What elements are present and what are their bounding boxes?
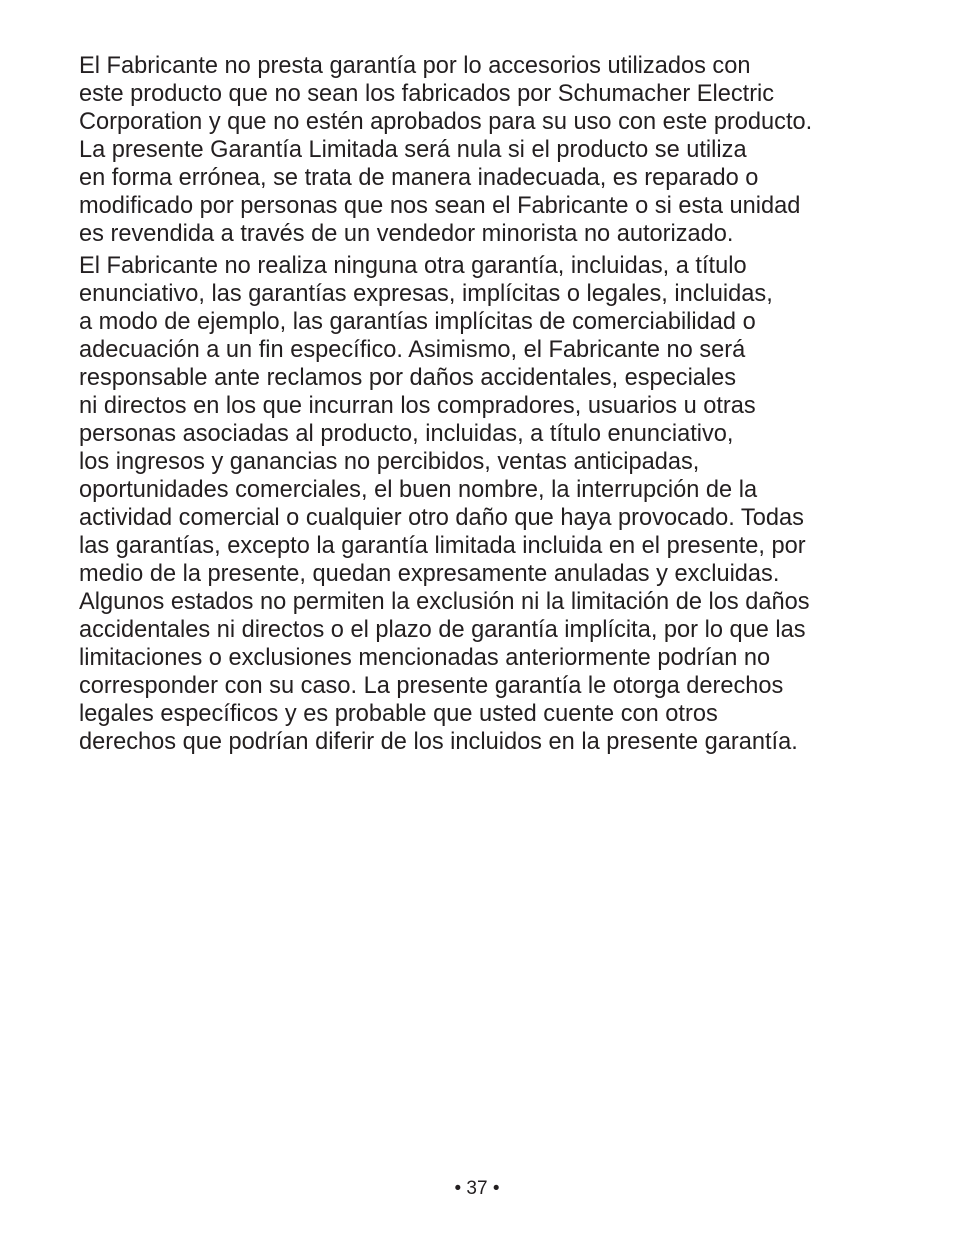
text-line: El Fabricante no presta garantía por lo accesorios utilizados con (79, 53, 751, 79)
text-line: ni directos en los que incurran los compradores, usuarios u otras (79, 393, 756, 419)
text-line: personas asociadas al producto, incluidas, a título enunciativo, (79, 421, 734, 447)
paragraph-accessories-warranty (79, 52, 929, 248)
text-line: las garantías, excepto la garantía limitada incluida en el presente, por (79, 533, 806, 559)
page-number: • 37 • (454, 1178, 500, 1199)
text-line: accidentales ni directos o el plazo de garantía implícita, por lo que las (79, 617, 806, 643)
text-line: limitaciones o exclusiones mencionadas anteriormente podrían no (79, 645, 771, 671)
text-line: legales específicos y es probable que usted cuente con otros (79, 701, 718, 727)
text-line: modificado por personas que nos sean el Fabricante o si esta unidad (79, 193, 801, 219)
text-line: medio de la presente, quedan expresamente anuladas y excluidas. (79, 561, 780, 587)
text-line: actividad comercial o cualquier otro daño que haya provocado. Todas (79, 505, 804, 531)
text-line: es revendida a través de un vendedor minorista no autorizado. (79, 221, 734, 247)
text-line: a modo de ejemplo, las garantías implícitas de comerciabilidad o (79, 309, 756, 335)
text-line: Corporation y que no estén aprobados para su uso con este producto. (79, 109, 813, 135)
text-line: corresponder con su caso. La presente garantía le otorga derechos (79, 673, 784, 699)
text-line: este producto que no sean los fabricados por Schumacher Electric (79, 81, 775, 107)
text-line: Algunos estados no permiten la exclusión ni la limitación de los daños (79, 589, 810, 615)
text-line: adecuación a un fin específico. Asimismo, el Fabricante no será (79, 337, 746, 363)
page-body (79, 52, 929, 756)
text-line: responsable ante reclamos por daños accidentales, especiales (79, 365, 737, 391)
text-line: El Fabricante no realiza ninguna otra garantía, incluidas, a título (79, 253, 747, 279)
paragraph-warranty-disclaimer (79, 252, 929, 756)
text-line: los ingresos y ganancias no percibidos, ventas anticipadas, (79, 449, 700, 475)
text-line: enunciativo, las garantías expresas, implícitas o legales, incluidas, (79, 281, 773, 307)
text-line: La presente Garantía Limitada será nula si el producto se utiliza (79, 137, 747, 163)
text-line: en forma errónea, se trata de manera inadecuada, es reparado o (79, 165, 759, 191)
text-line: oportunidades comerciales, el buen nombre, la interrupción de la (79, 477, 758, 503)
text-line: derechos que podrían diferir de los incluidos en la presente garantía. (79, 729, 798, 755)
